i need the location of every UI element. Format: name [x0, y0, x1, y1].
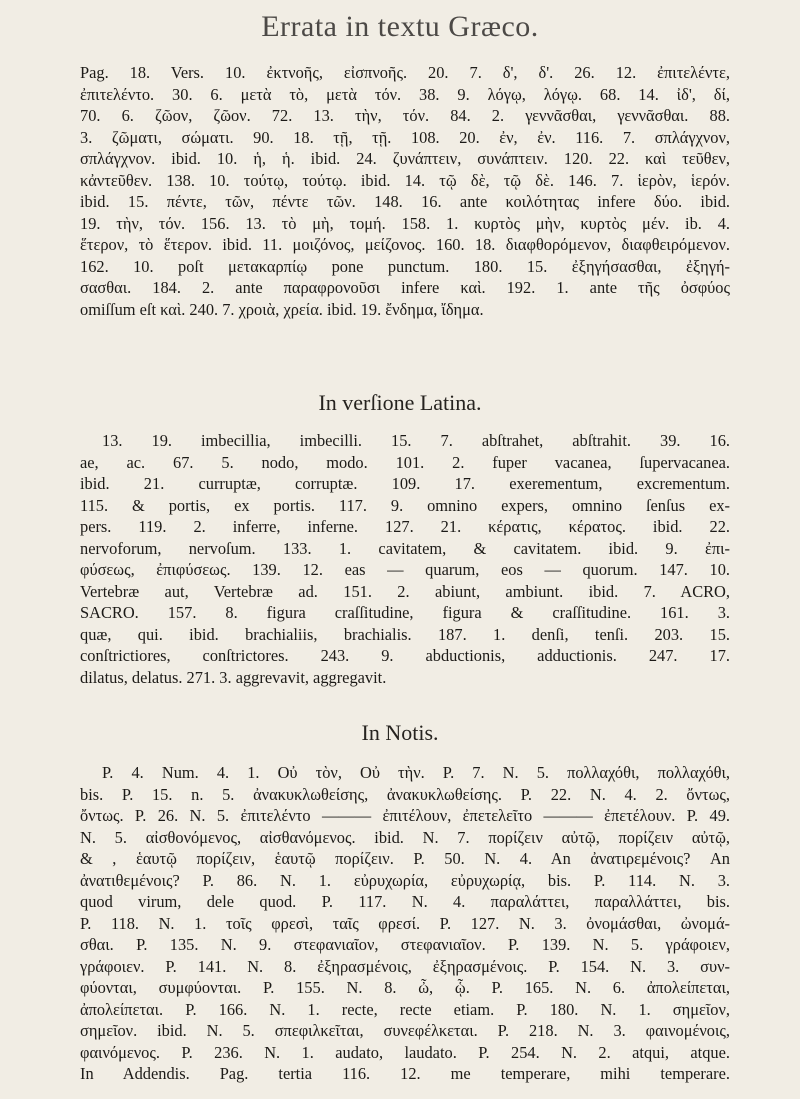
errata-line: nervoforum, nervoſum. 133. 1. cavitatem, & cavitatem. ibid. 9. ἐπι- [80, 538, 730, 558]
errata-line: ἀνατιθεμένοις? P. 86. N. 1. εὐρυχωρία, εὐρυχωρίᾳ, bis. P. 114. N. 3. [80, 870, 730, 890]
errata-line: ae, ac. 67. 5. nodo, modo. 101. 2. fuper vacanea, ſupervacanea. [80, 452, 730, 472]
errata-line: omiſſum eſt καὶ. 240. 7. χροιὰ, χρεία. ibid. 19. ἔνδημα, ἴδημα. [80, 299, 484, 319]
section-heading-latina: In verſione Latina. [318, 390, 482, 415]
errata-line: φύονται, συμφύονται. P. 155. N. 8. ὦ, ᾧ. P. 165. N. 6. ἀπολείπεται, [80, 978, 730, 997]
errata-line: quæ, qui. ibid. brachialiis, brachialis. 187. 1. denſi, tenſi. 203. 15. [80, 624, 730, 644]
errata-line: γράφοιεν. P. 141. N. 8. ἐξηρασμένοις, ἐξηρασμένοις. P. 154. N. 3. συν- [80, 956, 730, 976]
errata-line: φαινόμενος. P. 236. N. 1. audato, laudato. P. 254. N. 2. atqui, atque. [80, 1042, 730, 1062]
errata-notis [80, 762, 730, 1085]
errata-line: Vertebræ aut, Vertebræ ad. 151. 2. abiunt, ambiunt. ibid. 7. ACRO, [80, 581, 730, 601]
errata-line: ibid. 15. πέντε, τῶν, πέντε τῶν. 148. 16. ante κοιλότητας infere δύο. ibid. [80, 192, 730, 211]
errata-line: σασθαι. 184. 2. ante παραφρονοῦσι infere καὶ. 192. 1. ante τῆς ὀσφύος [80, 278, 730, 297]
errata-line: dilatus, delatus. 271. 3. aggrevavit, aggregavit. [80, 667, 387, 687]
errata-versione-latina [80, 430, 730, 688]
errata-line: σπλάγχνον. ibid. 10. ἡ, ἡ. ibid. 24. ζυνάπτειν, συνάπτειν. 120. 22. καὶ τεῦθεν, [80, 149, 730, 168]
errata-line: & , ἑαυτῷ πορίζειν, ἑαυτῷ πορίζειν. P. 50. N. 4. An ἀνατιρεμένοις? An [80, 849, 730, 868]
errata-line: quod virum, dele quod. P. 117. N. 4. παραλάττει, παραλλάττει, bis. [80, 892, 730, 911]
errata-line: σθαι. P. 135. N. 9. στεφανιαῖον, στεφανιαῖον. P. 139. N. 5. γράφοιεν, [80, 935, 730, 954]
errata-line: 19. τὴν, τόν. 156. 13. τὸ μὴ, τομή. 158. 1. κυρτὸς μὴν, κυρτὸς μέν. ib. 4. [80, 213, 730, 233]
errata-line: φύσεως, ἐπιφύσεως. 139. 12. eas — quarum, eos — quorum. 147. 10. [80, 560, 730, 579]
errata-textu-graeco [80, 62, 730, 320]
page-title: Errata in textu Græco. [261, 10, 539, 43]
errata-line: 3. ζῶματι, σώματι. 90. 18. τῇ, τῇ. 108. 20. ἐν, ἐν. 116. 7. σπλάγχνον, [80, 127, 730, 147]
errata-line: κἀντεῦθεν. 138. 10. τούτῳ, τούτῳ. ibid. 14. τῷ δὲ, τῷ δὲ. 146. 7. ἱερὸν, ἱερόν. [80, 170, 730, 190]
errata-line: σημεῖον. ibid. N. 5. σπεφιλκεῖται, συνεφέλκεται. P. 218. N. 3. φαινομένοις, [80, 1021, 730, 1040]
errata-line: ὄντως. P. 26. N. 5. ἐπιτελέντο ——— ἐπιτέλουν, ἐπετελεῖτο ——— ἐπετέλουν. P. 49. [80, 806, 730, 825]
errata-line: 115. & portis, ex portis. 117. 9. omnino expers, omnino ſenſus ex- [80, 495, 730, 515]
errata-line: N. 5. αἰσθονόμενος, αἰσθανόμενος. ibid. N. 7. πορίζειν αὐτῷ, πορίζειν αὐτῷ, [80, 827, 730, 847]
errata-line: bis. P. 15. n. 5. ἀνακυκλωθείσης, ἀνακυκλωθείσης. P. 22. N. 4. 2. ὄντως, [80, 784, 730, 804]
errata-line: P. 118. N. 1. τοῖς φρεσὶ, ταῖς φρεσί. P. 127. N. 3. ὀνομάσθαι, ὠνομά- [80, 913, 730, 933]
errata-line: ibid. 21. curruptæ, corruptæ. 109. 17. exerementum, excrementum. [80, 474, 730, 493]
errata-line: pers. 119. 2. inferre, inferne. 127. 21. κέρατις, κέρατος. ibid. 22. [80, 517, 730, 536]
errata-line: 70. 6. ζῶον, ζῶον. 72. 13. τὴν, τόν. 84. 2. γεννᾶσθαι, γεννᾶσθαι. 88. [80, 106, 730, 125]
errata-line: 162. 10. poſt μετακαρπίῳ pone punctum. 180. 15. ἐξηγήσασθαι, ἐξηγή- [80, 256, 730, 276]
errata-line: conſtrictiores, conſtrictores. 243. 9. abductionis, adductionis. 247. 17. [80, 646, 730, 665]
errata-line: ἐπιτελέντο. 30. 6. μετὰ τὸ, μετὰ τόν. 38. 9. λόγῳ, λόγῳ. 68. 14. ἰδ', δί, [80, 84, 730, 104]
errata-line: P. 4. Num. 4. 1. Οὐ τὸν, Οὐ τὴν. P. 7. N. 5. πολλαχόθι, πολλαχόθι, [102, 763, 730, 782]
errata-line: In Addendis. Pag. tertia 116. 12. me temperare, mihi temperare. [80, 1064, 730, 1083]
errata-line: ἀπολείπεται. P. 166. N. 1. recte, recte etiam. P. 180. N. 1. σημεῖον, [80, 999, 730, 1019]
errata-line: SACRO. 157. 8. figura craſſitudine, figura & craſſitudine. 161. 3. [80, 603, 730, 622]
errata-line: ἕτερον, τὸ ἕτερον. ibid. 11. μοιζόνος, μείζονος. 160. 18. διαφθορόμενον, διαφθειρόμενον. [80, 235, 730, 254]
errata-line: 13. 19. imbecillia, imbecilli. 15. 7. abſtrahet, abſtrahit. 39. 16. [102, 431, 730, 450]
errata-line: Pag. 18. Vers. 10. ἐκτνοῆς, εἰσπνοῆς. 20. 7. δ', δ'. 26. 12. ἐπιτελέντε, [80, 63, 730, 82]
section-heading-notis: In Notis. [361, 720, 439, 745]
